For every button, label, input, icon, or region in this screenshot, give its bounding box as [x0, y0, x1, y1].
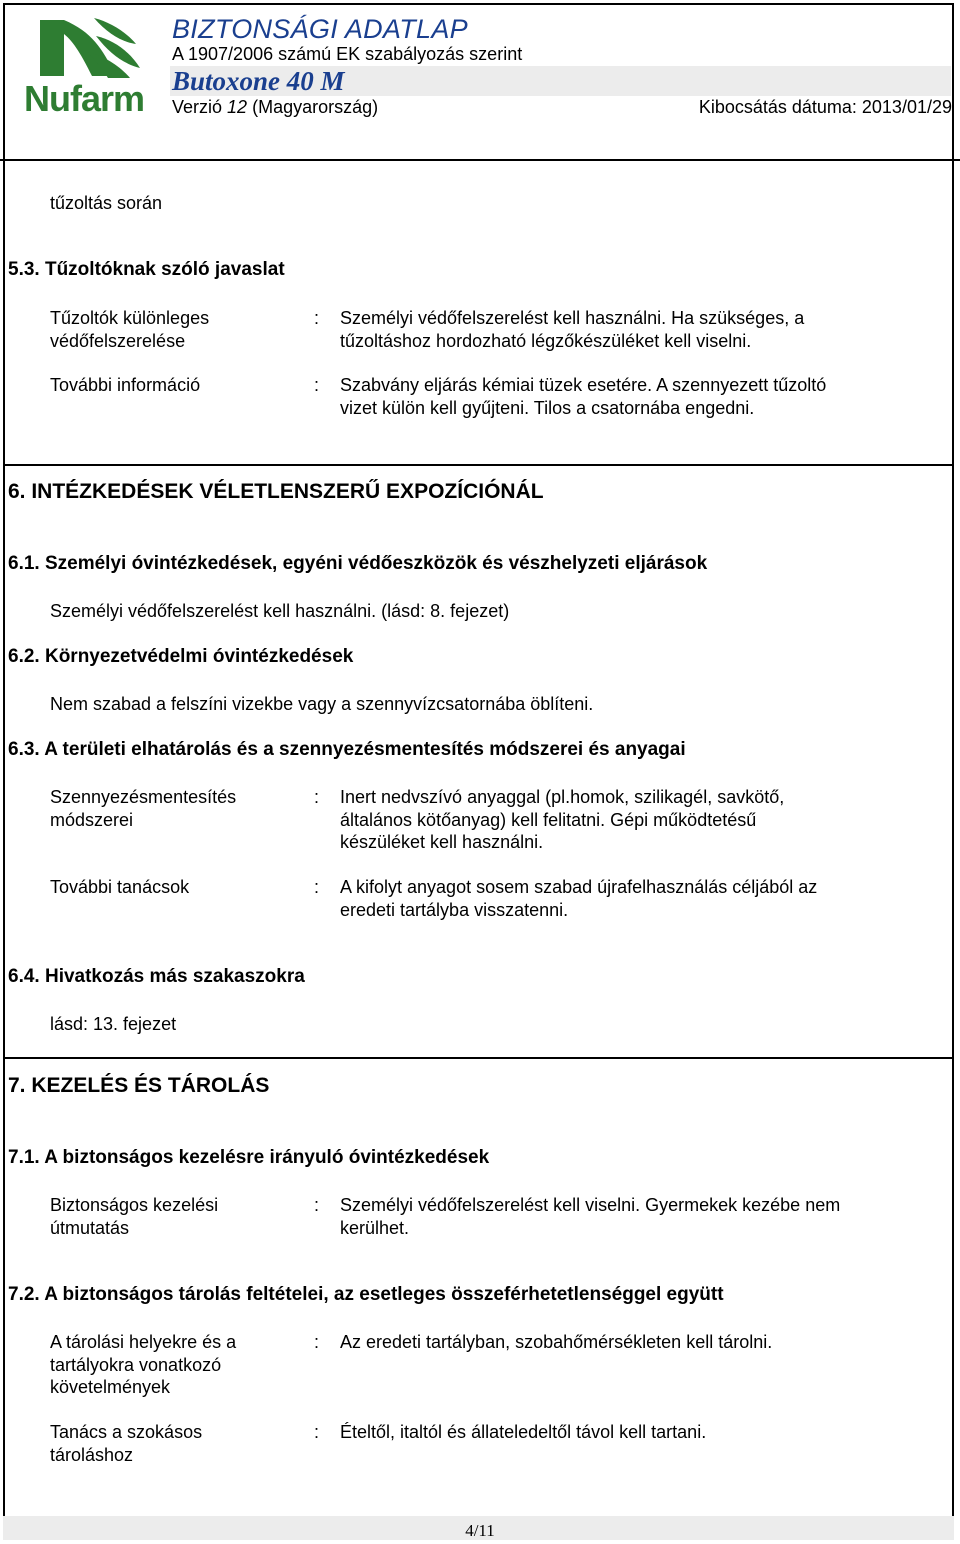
- colon: :: [314, 877, 320, 897]
- page-number: 4/11: [465, 1521, 495, 1540]
- section-6-1-heading: 6.1. Személyi óvintézkedések, egyéni védőeszközök és vészhelyzeti eljárások: [8, 553, 708, 574]
- version-number: 12: [227, 97, 248, 117]
- colon: :: [314, 375, 320, 395]
- s7-2-row1-value: Az eredeti tartályban, szobahőmérsékleten kell tárolni.: [340, 1332, 773, 1352]
- product-name: Butoxone 40 M: [172, 66, 345, 96]
- section-5-3-heading: 5.3. Tűzoltóknak szóló javaslat: [8, 259, 285, 280]
- s7-2-row1-label: A tárolási helyekre és a tartályokra vonatkozó követelmények: [50, 1332, 237, 1397]
- colon: :: [314, 787, 320, 807]
- section-6-2-heading: 6.2. Környezetvédelmi óvintézkedések: [8, 646, 354, 667]
- section-6-4-heading: 6.4. Hivatkozás más szakaszokra: [8, 966, 305, 987]
- document-header: [0, 0, 960, 161]
- version-line: [172, 97, 378, 118]
- s7-2-row2-value: Ételtől, italtól és állateledeltől távol kell tartani.: [340, 1422, 707, 1442]
- section-6-1-text: Személyi védőfelszerelést kell használni. (lásd: 8. fejezet): [50, 601, 510, 621]
- s6-3-row2-label: További tanácsok: [50, 877, 190, 897]
- logo-wordmark: Nufarm: [24, 78, 145, 119]
- section-6-heading: 6. INTÉZKEDÉSEK VÉLETLENSZERŰ EXPOZÍCIÓNÁL: [8, 480, 544, 503]
- s5-3-row2-label: További információ: [50, 375, 201, 395]
- s6-3-row1-label: Szennyezésmentesítés módszerei: [50, 787, 237, 830]
- section-divider: [3, 464, 954, 466]
- s7-1-row1-label: Biztonságos kezelési útmutatás: [50, 1195, 219, 1238]
- version-label: Verzió: [172, 97, 223, 117]
- section-7-heading: 7. KEZELÉS ÉS TÁROLÁS: [8, 1074, 270, 1097]
- s5-3-row2-value: Szabvány eljárás kémiai tüzek esetére. A szennyezett tűzoltó vizet külön kell gyűjteni. Tilos a csatornába engedni.: [340, 375, 827, 418]
- section-divider: [3, 1057, 954, 1059]
- regulation-line: A 1907/2006 számú EK szabályozás szerint: [172, 44, 523, 64]
- section-6-2-text: Nem szabad a felszíni vizekbe vagy a szennyvízcsatornába öblíteni.: [50, 694, 594, 714]
- document-title: BIZTONSÁGI ADATLAP: [172, 14, 468, 44]
- s6-3-row2-value: A kifolyt anyagot sosem szabad újrafelhasználás céljából az eredeti tartályba visszatenni.: [340, 877, 818, 920]
- colon: :: [314, 1195, 320, 1215]
- s5-3-row1-value: Személyi védőfelszerelést kell használni. Ha szükséges, a tűzoltáshoz hordozható légzőkészüléket kell viselni.: [340, 308, 805, 351]
- section-7-2-heading: 7.2. A biztonságos tárolás feltételei, az esetleges összeférhetetlenséggel együtt: [8, 1284, 724, 1305]
- section-6-3-heading: 6.3. A területi elhatárolás és a szennyezésmentesítés módszerei és anyagai: [8, 739, 686, 760]
- continuation-text: tűzoltás során: [50, 193, 163, 213]
- s5-3-row1-label: Tűzoltók különleges védőfelszerelése: [50, 308, 210, 351]
- page-frame: [3, 3, 954, 1540]
- issue-date: Kibocsátás dátuma: 2013/01/29: [698, 97, 952, 117]
- s6-3-row1-value: Inert nedvszívó anyaggal (pl.homok, szilikagél, savkötő, általános kötőanyag) kell felitatni. Gépi működtetésű készüléket kell használni.: [340, 787, 785, 852]
- s7-2-row2-label: Tanács a szokásos tároláshoz: [50, 1422, 203, 1465]
- colon: :: [314, 308, 320, 328]
- section-6-4-text: lásd: 13. fejezet: [50, 1014, 177, 1034]
- version-country: (Magyarország): [252, 97, 379, 117]
- colon: :: [314, 1422, 320, 1442]
- section-7-1-heading: 7.1. A biztonságos kezelésre irányuló óvintézkedések: [8, 1147, 490, 1168]
- s7-1-row1-value: Személyi védőfelszerelést kell viselni. Gyermekek kezébe nem kerülhet.: [340, 1195, 841, 1238]
- colon: :: [314, 1332, 320, 1352]
